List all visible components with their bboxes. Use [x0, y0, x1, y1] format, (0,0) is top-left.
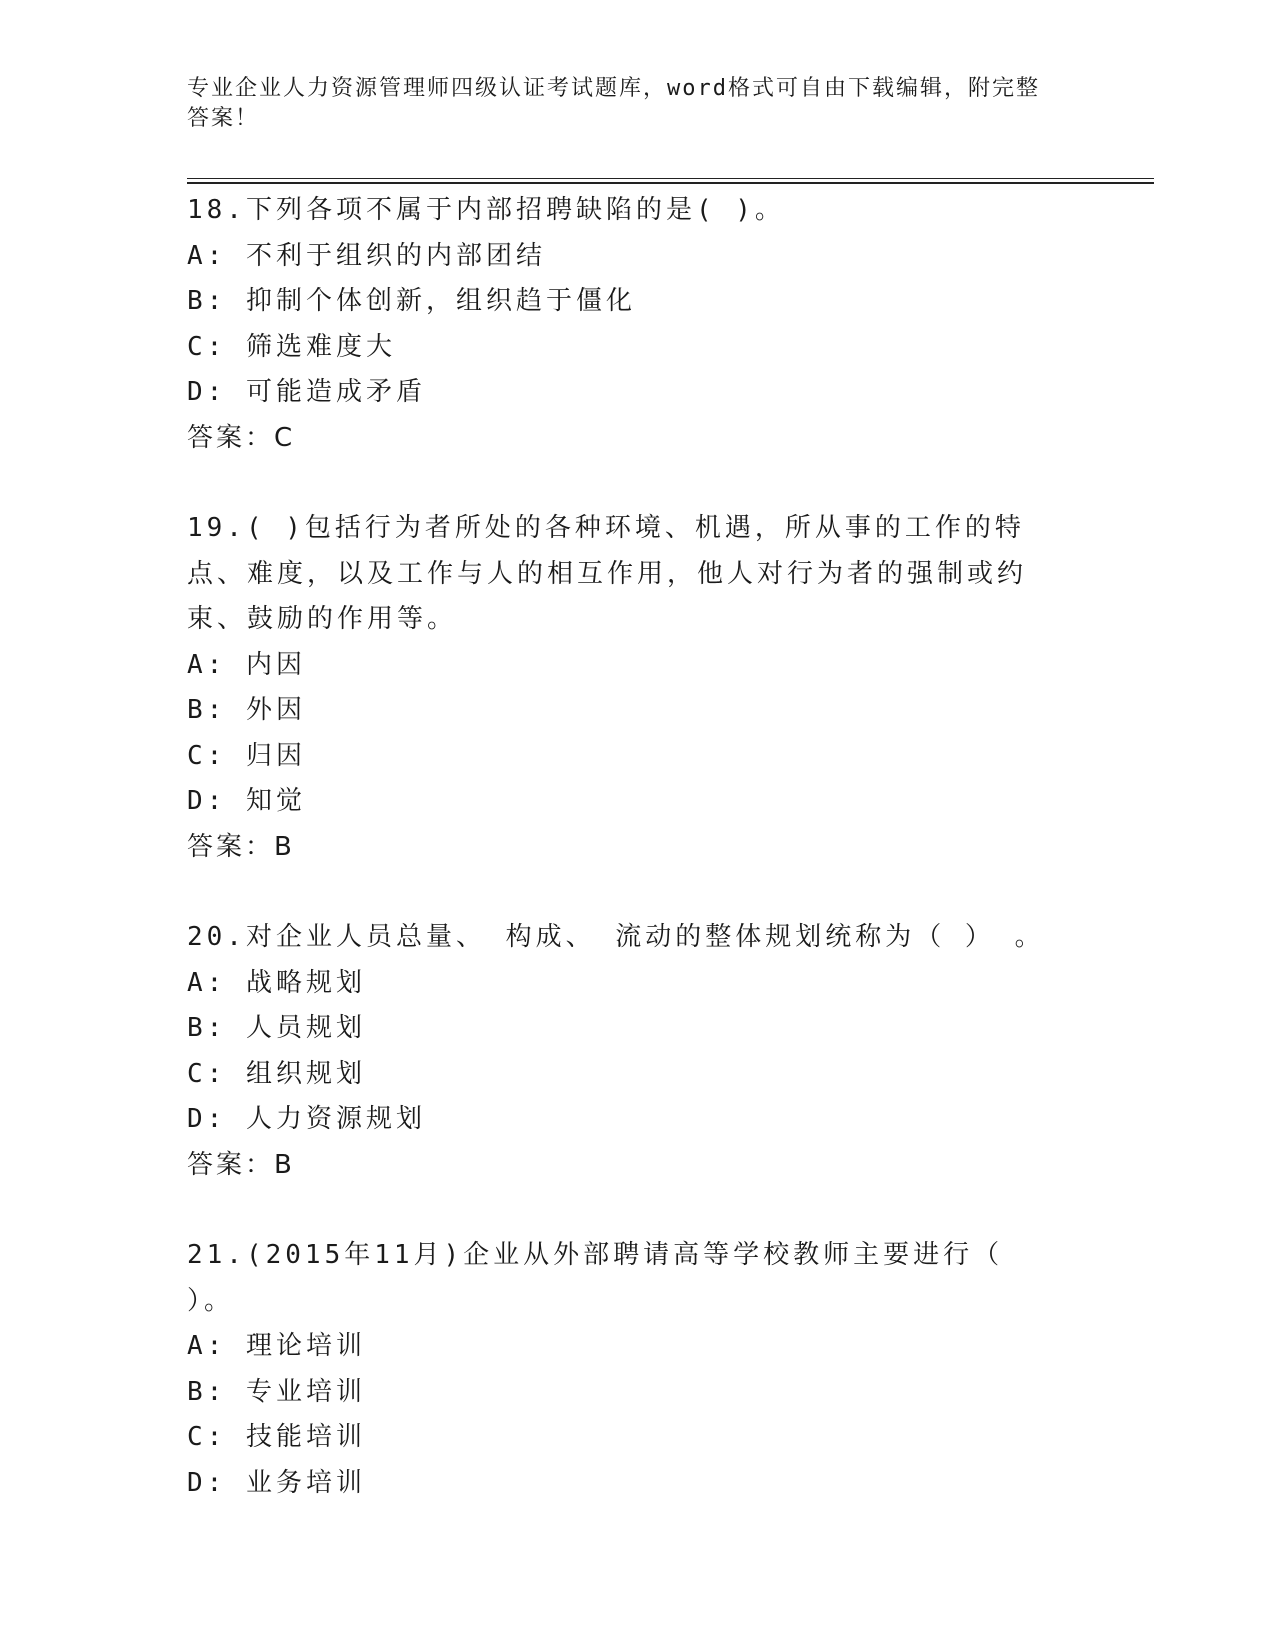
option-a: A: 战略规划: [187, 967, 366, 998]
option-c: C: 技能培训: [187, 1422, 366, 1452]
answer-line: 答案：B: [187, 831, 295, 862]
header-line-2: 答案！: [187, 106, 260, 131]
header-divider-thin: [187, 178, 1154, 179]
question-20: [187, 915, 1067, 1188]
option-b: B: 专业培训: [187, 1376, 366, 1407]
answer-line: 答案：C: [187, 422, 296, 453]
spacer: [187, 870, 1067, 915]
question-stem: 20.对企业人员总量、 构成、 流动的整体规划统称为（ ） 。: [187, 922, 1045, 952]
spacer: [187, 461, 1067, 506]
question-list: [187, 188, 1067, 1506]
option-a: A: 内因: [187, 649, 306, 680]
option-b: B: 外因: [187, 695, 306, 725]
spacer: [187, 1188, 1067, 1233]
option-c: C: 组织规划: [187, 1058, 366, 1089]
option-c: C: 归因: [187, 740, 306, 771]
question-18: [187, 188, 1067, 461]
document-header: [187, 74, 1067, 134]
header-line-1: 专业企业人力资源管理师四级认证考试题库，word格式可自由下载编辑，附完整: [187, 76, 1040, 101]
question-stem: 19.( )包括行为者所处的各种环境、机遇，所从事的工作的特点、难度，以及工作与人的相互作用，他人对行为者的强制或约束、鼓励的作用等。: [187, 513, 1028, 634]
question-19: [187, 506, 1067, 870]
answer-line: 答案：B: [187, 1149, 295, 1180]
option-d: D: 可能造成矛盾: [187, 377, 426, 407]
option-b: B: 人员规划: [187, 1013, 366, 1043]
header-divider-thick: [187, 182, 1154, 184]
option-a: A: 不利于组织的内部团结: [187, 240, 546, 271]
option-d: D: 人力资源规划: [187, 1104, 426, 1134]
question-21: [187, 1233, 1067, 1506]
option-b: B: 抑制个体创新，组织趋于僵化: [187, 286, 636, 316]
option-d: D: 业务培训: [187, 1467, 366, 1498]
question-stem: 18.下列各项不属于内部招聘缺陷的是( )。: [187, 195, 785, 225]
question-stem: 21.(2015年11月)企业从外部聘请高等学校教师主要进行（ ）。: [187, 1240, 1004, 1316]
option-c: C: 筛选难度大: [187, 331, 396, 362]
option-d: D: 知觉: [187, 786, 306, 816]
option-a: A: 理论培训: [187, 1331, 366, 1361]
